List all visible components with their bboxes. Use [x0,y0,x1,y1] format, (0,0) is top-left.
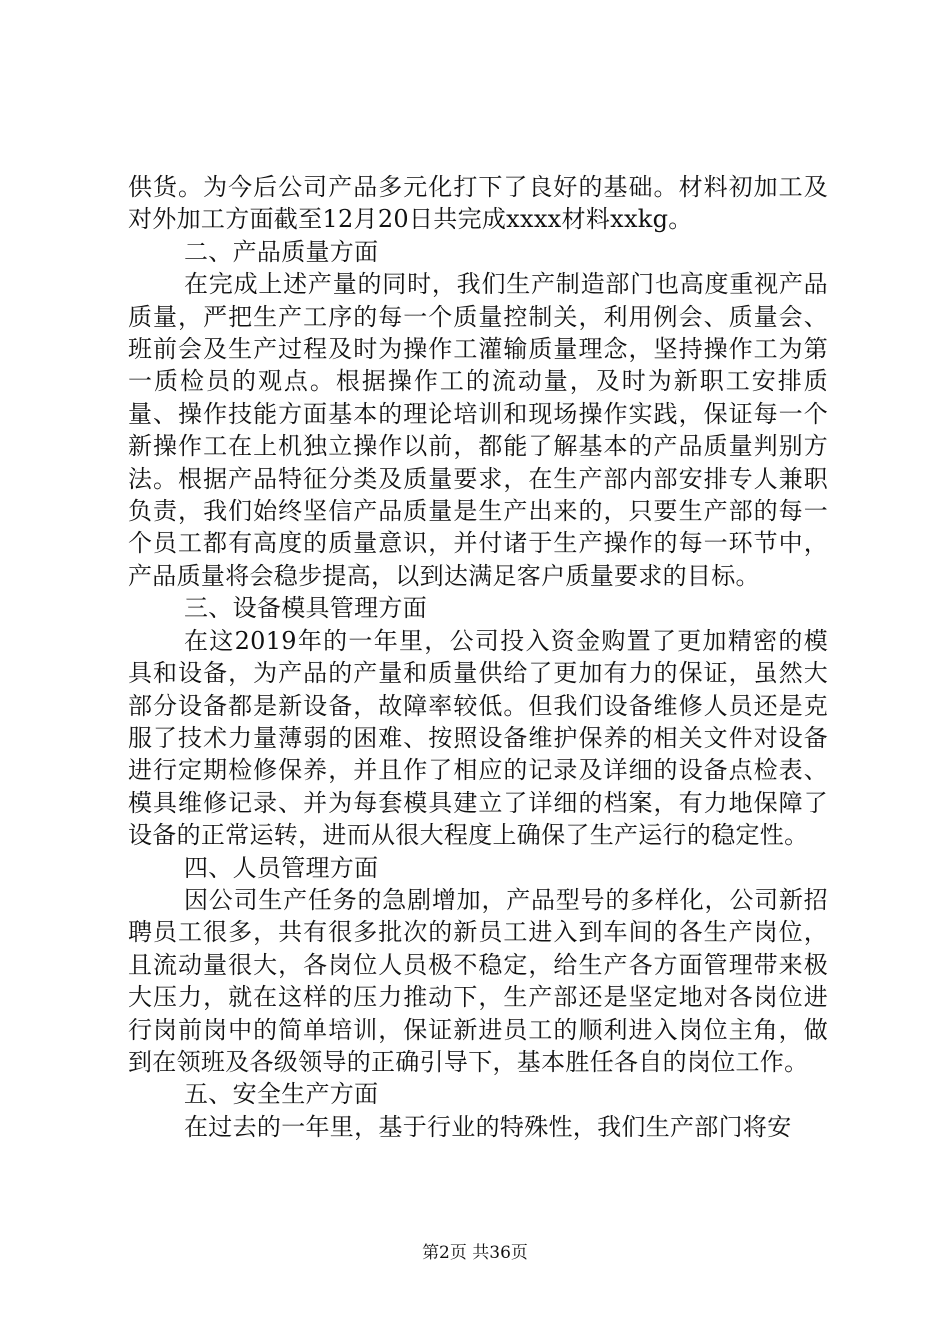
section-heading-equipment-molds: 三、设备模具管理方面 [184,594,427,623]
document-body [128,171,828,1143]
section-heading-personnel: 四、人员管理方面 [184,853,379,882]
section-heading-safety: 五、安全生产方面 [184,1080,379,1109]
paragraph-product-quality: 在完成上述产量的同时，我们生产制造部门也高度重视产品质量，严把生产工序的每一个质量控制关，利用例会、质量会、班前会及生产过程及时为操作工灌输质量理念，坚持操作工为第一质检员的观点。根据操作工的流动量，及时为新职工安排质量、操作技能方面基本的理论培训和现场操作实践，保证每一个新操作工在上机独立操作以前，都能了解基本的产品质量判别方法。根据产品特征分类及质量要求，在生产部内部安排专人兼职负责，我们始终坚信产品质量是生产出来的，只要生产部的每一个员工都有高度的质量意识，并付诸于生产操作的每一环节中，产品质量将会稳步提高，以到达满足客户质量要求的目标。 [128,270,828,590]
paragraph-personnel: 因公司生产任务的急剧增加，产品型号的多样化，公司新招聘员工很多，共有很多批次的新员工进入到车间的各生产岗位，且流动量很大，各岗位人员极不稳定，给生产各方面管理带来极大压力，就在这样的压力推动下，生产部还是坚定地对各岗位进行岗前岗中的简单培训，保证新进员工的顺利进入岗位主角，做到在领班及各级领导的正确引导下，基本胜任各自的岗位工作。 [128,885,828,1076]
paragraph-continuation: 供货。为今后公司产品多元化打下了良好的基础。材料初加工及对外加工方面截至12月20日共完成xxxx材料xxkg。 [128,173,828,234]
section-heading-product-quality: 二、产品质量方面 [184,237,379,266]
paragraph-equipment-molds: 在这2019年的一年里，公司投入资金购置了更加精密的模具和设备，为产品的产量和质量供给了更加有力的保证，虽然大部分设备都是新设备，故障率较低。但我们设备维修人员还是克服了技术力量薄弱的困难、按照设备维护保养的相关文件对设备进行定期检修保养，并且作了相应的记录及详细的设备点检表、模具维修记录、并为每套模具建立了详细的档案，有力地保障了设备的正常运转，进而从很大程度上确保了生产运行的稳定性。 [128,626,828,850]
page-number-footer: 第2页 共36页 [422,1243,528,1263]
paragraph-safety: 在过去的一年里，基于行业的特殊性，我们生产部门将安 [184,1112,792,1141]
